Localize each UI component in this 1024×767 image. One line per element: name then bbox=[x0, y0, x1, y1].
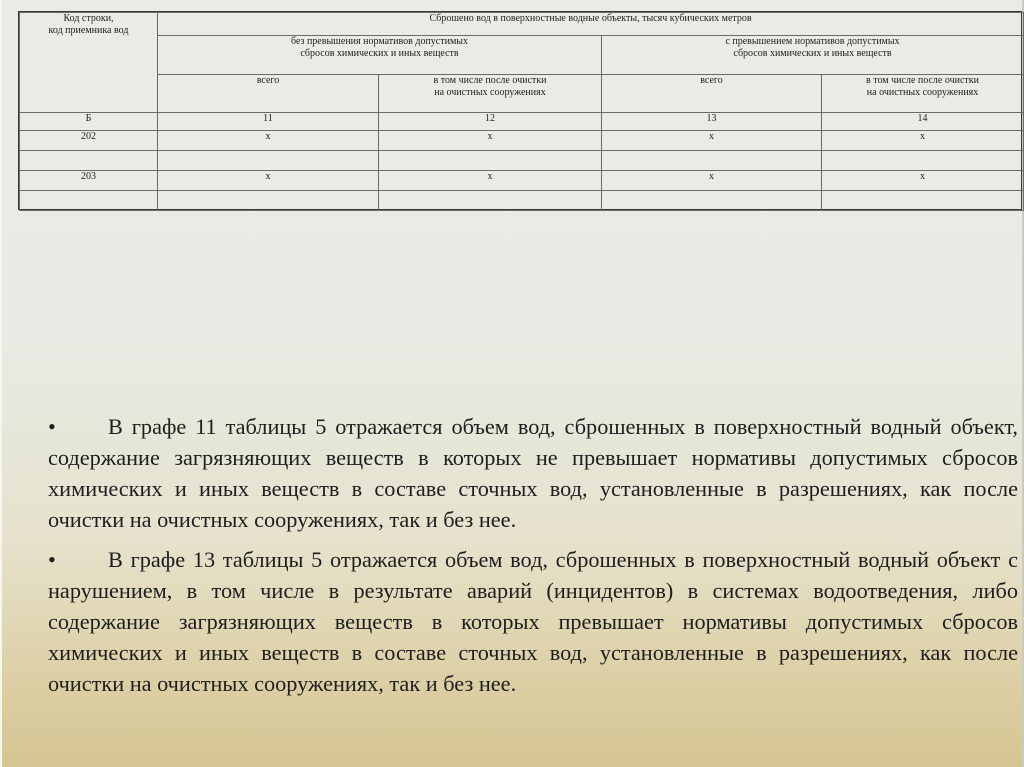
table-cell: x bbox=[379, 171, 602, 191]
table-cell-empty bbox=[602, 151, 822, 171]
row-code: 202 bbox=[20, 131, 158, 151]
table-cell: x bbox=[822, 131, 1024, 151]
table-cell-empty bbox=[158, 191, 379, 211]
table-cell-empty bbox=[158, 151, 379, 171]
table-cell-empty bbox=[379, 151, 602, 171]
paragraph-text: В графе 13 таблицы 5 отражается объем вод, сброшенных в поверхностный водный объект с нарушением, в том числе в результате аварий (инцидентов) в системах водоотведения, либо содержание загрязняющих веществ в которых превышает нормативы допустимых сбросов химических и иных веществ в составе сточных вод, установленные в разрешениях, как после очистки на очистных сооружениях, так и без нее. bbox=[48, 547, 1018, 696]
table-cell: x bbox=[158, 131, 379, 151]
column-number: Б bbox=[20, 113, 158, 131]
table-row-empty bbox=[20, 151, 1024, 171]
column-number: 12 bbox=[379, 113, 602, 131]
explanation-text bbox=[48, 411, 1018, 708]
table-row-empty bbox=[20, 191, 1024, 211]
bullet-marker: • bbox=[48, 547, 56, 572]
table-cell-empty bbox=[822, 191, 1024, 211]
table-cell-empty bbox=[20, 191, 158, 211]
header-group-with-excess: с превышением нормативов допустимых сбросов химических и иных веществ bbox=[602, 36, 1024, 75]
form-table-container bbox=[18, 11, 1022, 210]
header-row-code: Код строки, код приемника вод bbox=[20, 13, 158, 113]
form-table bbox=[19, 12, 1024, 211]
table-row-202 bbox=[20, 131, 1024, 151]
header-after-treatment-col12: в том числе после очистки на очистных сооружениях bbox=[379, 75, 602, 113]
paragraph-col13 bbox=[48, 544, 1018, 699]
bullet-marker: • bbox=[48, 414, 56, 439]
table-cell-empty bbox=[379, 191, 602, 211]
table-cell-empty bbox=[20, 151, 158, 171]
table-cell: x bbox=[602, 131, 822, 151]
header-total-col13: всего bbox=[602, 75, 822, 113]
column-number: 11 bbox=[158, 113, 379, 131]
table-row-203 bbox=[20, 171, 1024, 191]
table-cell-empty bbox=[602, 191, 822, 211]
table-cell-empty bbox=[822, 151, 1024, 171]
paragraph-col11 bbox=[48, 411, 1018, 535]
row-code: 203 bbox=[20, 171, 158, 191]
header-main: Сброшено вод в поверхностные водные объекты, тысяч кубических метров bbox=[158, 13, 1024, 36]
header-total-col11: всего bbox=[158, 75, 379, 113]
column-number: 14 bbox=[822, 113, 1024, 131]
column-number: 13 bbox=[602, 113, 822, 131]
table-cell: x bbox=[158, 171, 379, 191]
table-cell: x bbox=[822, 171, 1024, 191]
table-cell: x bbox=[379, 131, 602, 151]
paragraph-text: В графе 11 таблицы 5 отражается объем вод, сброшенных в поверхностный водный объект, содержание загрязняющих веществ в которых не превышает нормативы допустимых сбросов химических и иных веществ в составе сточных вод, установленные в разрешениях, как после очистки на очистных сооружениях, так и без нее. bbox=[48, 414, 1018, 532]
column-number-row bbox=[20, 113, 1024, 131]
header-after-treatment-col14: в том числе после очистки на очистных сооружениях bbox=[822, 75, 1024, 113]
header-group-without-excess: без превышения нормативов допустимых сбросов химических и иных веществ bbox=[158, 36, 602, 75]
table-cell: x bbox=[602, 171, 822, 191]
